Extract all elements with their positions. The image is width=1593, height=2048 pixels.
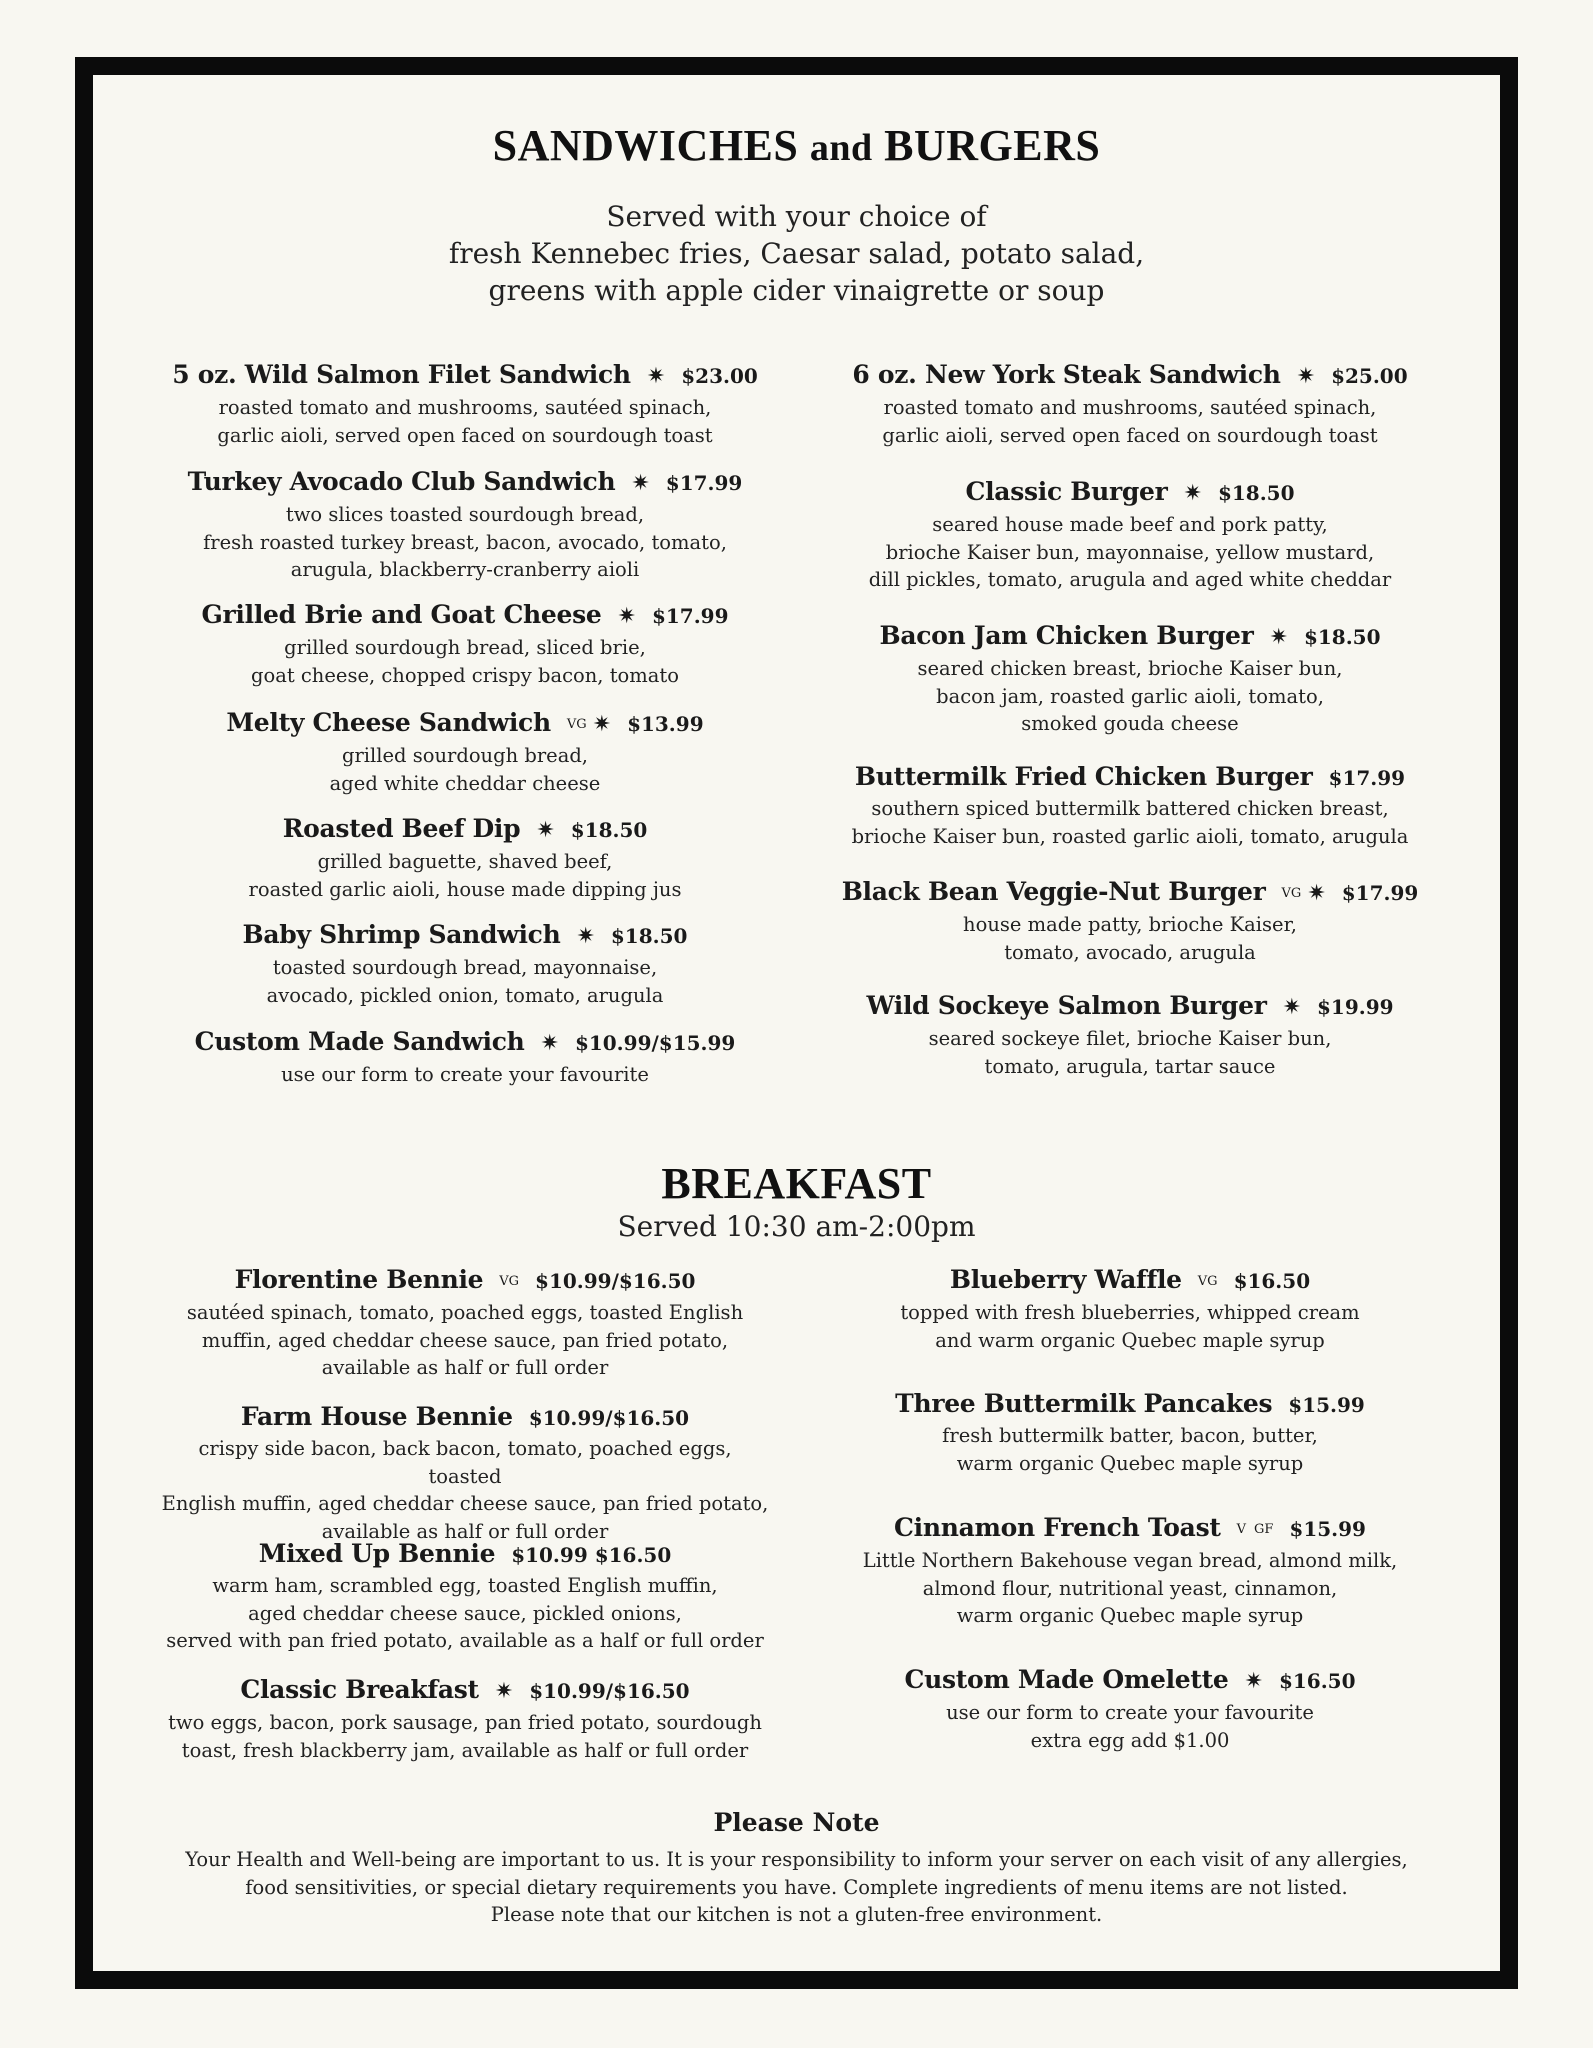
star-icon: ✷ [631, 471, 650, 496]
star-icon: ✷ [540, 1031, 559, 1056]
menu-item-name: Wild Sockeye Salmon Burger [866, 991, 1267, 1020]
dietary-tag: V [1236, 1522, 1246, 1537]
menu-item-name: Baby Shrimp Sandwich [242, 920, 561, 949]
description-line: avocado, pickled onion, tomato, arugula [266, 983, 664, 1007]
description-line: southern spiced buttermilk battered chicken breast, [871, 797, 1389, 820]
menu-item-price: $18.50 [610, 924, 688, 948]
description-line: topped with fresh blueberries, whipped cream [900, 1301, 1360, 1324]
menu-item-grilled-brie-and-goat-cheese [160, 598, 770, 689]
dietary-tag: VG [1281, 886, 1302, 901]
menu-item-description [160, 1435, 770, 1545]
menu-item-description [160, 394, 770, 449]
description-line: tomato, avocado, arugula [1004, 940, 1256, 964]
star-icon: ✷ [1244, 1669, 1263, 1694]
menu-item-description [825, 394, 1435, 449]
menu-item-name: Florentine Bennie [234, 1265, 484, 1294]
description-line: tomato, arugula, tartar sauce [984, 1054, 1276, 1078]
menu-item-buttermilk-fried-chicken-burger [825, 760, 1435, 850]
menu-item-header [825, 760, 1435, 795]
star-icon: ✷ [646, 364, 666, 389]
menu-item-description [825, 795, 1435, 850]
menu-item-description [825, 1025, 1435, 1080]
menu-item-header [825, 475, 1435, 511]
description-line: seared sockeye filet, brioche Kaiser bun, [928, 1027, 1332, 1050]
menu-item-description [160, 634, 770, 689]
description-line: muffin, aged cheddar cheese sauce, pan fried potato, [201, 1328, 729, 1352]
menu-item-price: $10.99/$16.50 [535, 1269, 696, 1293]
menu-item-cinnamon-french-toast [825, 1511, 1435, 1630]
menu-item-price: $16.50 [1233, 1269, 1311, 1293]
menu-item-description [825, 655, 1435, 738]
menu-item-price: $17.99 [1328, 766, 1406, 790]
menu-item-header [160, 812, 770, 848]
menu-item-classic-burger [825, 475, 1435, 594]
menu-item-name: Grilled Brie and Goat Cheese [201, 600, 602, 629]
description-line: warm organic Quebec maple syrup [956, 1604, 1304, 1627]
star-icon: ✷ [536, 818, 555, 843]
menu-item-name: Three Buttermilk Pancakes [895, 1389, 1273, 1418]
menu-item-mixed-up-bennie [160, 1537, 770, 1655]
description-line: house made patty, brioche Kaiser, [963, 913, 1297, 936]
menu-item-description [825, 1299, 1435, 1354]
dietary-tag: VG [499, 1274, 520, 1289]
dietary-tag: VG [566, 717, 587, 732]
star-icon: ✷ [1296, 364, 1316, 389]
menu-item-name: Custom Made Sandwich [194, 1027, 525, 1056]
menu-item-price: $15.99 [1289, 1517, 1366, 1541]
menu-item-header [160, 1673, 770, 1709]
menu-item-price: $10.99/$15.99 [574, 1031, 736, 1055]
star-icon: ✷ [576, 924, 595, 949]
description-line: garlic aioli, served open faced on sourdough toast [217, 423, 713, 447]
description-line: smoked gouda cheese [1021, 712, 1239, 735]
description-line: roasted garlic aioli, house made dipping jus [248, 877, 682, 901]
menu-item-name: Turkey Avocado Club Sandwich [187, 467, 616, 496]
star-icon: ✷ [494, 1679, 514, 1704]
description-line: arugula, blackberry-cranberry aioli [290, 558, 640, 581]
description-line: bacon jam, roasted garlic aioli, tomato, [936, 684, 1324, 708]
menu-item-price: $17.99 [1341, 881, 1419, 905]
description-line: Little Northern Bakehouse vegan bread, almond milk, [862, 1549, 1398, 1572]
description-line: grilled sourdough bread, sliced brie, [284, 636, 646, 659]
menu-item-description [825, 1547, 1435, 1630]
menu-item-custom-made-omelette [825, 1663, 1435, 1754]
description-line: roasted tomato and mushrooms, sautéed spinach, [883, 396, 1377, 419]
menu-item-header [825, 1263, 1435, 1299]
menu-item-name: Cinnamon French Toast [894, 1513, 1221, 1542]
description-line: available as half or full order [321, 1356, 609, 1379]
menu-item-price: $17.99 [651, 604, 729, 628]
description-line: seared chicken breast, brioche Kaiser bun, [917, 657, 1343, 680]
star-icon: ✷ [1269, 625, 1288, 650]
description-line: two slices toasted sourdough bread, [285, 503, 645, 526]
menu-item-description [160, 1299, 770, 1382]
description-line: use our form to create your favourite [946, 1701, 1314, 1724]
description-line: two eggs, bacon, pork sausage, pan fried potato, sourdough [168, 1711, 762, 1734]
menu-item-6-oz-new-york-steak-sandwich [825, 358, 1435, 449]
menu-item-header [825, 1511, 1435, 1547]
menu-item-header [160, 1025, 770, 1061]
menu-item-name: Mixed Up Bennie [258, 1539, 496, 1568]
menu-item-custom-made-sandwich [160, 1025, 770, 1089]
description-line: brioche Kaiser bun, mayonnaise, yellow mustard, [885, 540, 1375, 564]
menu-item-price: $18.50 [1303, 625, 1381, 649]
menu-item-price: $10.99 $16.50 [511, 1543, 672, 1567]
description-line: warm ham, scrambled egg, toasted English muffin, [212, 1574, 718, 1597]
description-line: sautéed spinach, tomato, poached eggs, toasted English [186, 1301, 744, 1324]
menu-item-header [160, 465, 770, 501]
menu-item-bacon-jam-chicken-burger [825, 619, 1435, 738]
star-icon: ✷ [617, 604, 636, 629]
description-line: English muffin, aged cheddar cheese sauce, pan fried potato, [161, 1492, 769, 1515]
menu-item-florentine-bennie [160, 1263, 770, 1382]
menu-item-description [825, 1699, 1435, 1754]
please-note-text: Your Health and Well-being are important to us. It is your responsibility to inform your server on each visit of any allergies, food sensitivities, or special dietary requirements you have. Complete ingredients of menu items are not listed. Please note that our kitchen is not a gluten-free environment. [185, 1848, 1408, 1926]
menu-item-description [160, 1709, 770, 1764]
menu-item-price: $23.00 [681, 364, 758, 388]
menu-item-header [160, 1400, 770, 1435]
menu-item-blueberry-waffle [825, 1263, 1435, 1354]
description-line: aged white cheddar cheese [329, 771, 601, 795]
menu-item-classic-breakfast [160, 1673, 770, 1764]
menu-item-name: Classic Breakfast [240, 1675, 479, 1704]
star-icon: ✷ [592, 712, 612, 737]
description-line: toasted sourdough bread, mayonnaise, [272, 956, 658, 979]
description-line: fresh roasted turkey breast, bacon, avocado, tomato, [203, 530, 727, 554]
menu-item-price: $19.99 [1317, 995, 1394, 1019]
menu-item-header [160, 1263, 770, 1299]
menu-item-5-oz-wild-salmon-filet-sandwich [160, 358, 770, 449]
menu-item-price: $18.50 [570, 818, 648, 842]
menu-item-roasted-beef-dip [160, 812, 770, 903]
menu-item-header [160, 358, 770, 394]
description-line: grilled sourdough bread, [341, 744, 589, 767]
menu-item-price: $10.99/$16.50 [529, 1679, 690, 1703]
menu-item-name: Bacon Jam Chicken Burger [879, 621, 1254, 650]
menu-item-description [160, 1572, 770, 1655]
menu-item-name: Black Bean Veggie-Nut Burger [841, 877, 1266, 906]
menu-item-turkey-avocado-club-sandwich [160, 465, 770, 584]
menu-item-melty-cheese-sandwich [160, 706, 770, 797]
description-line: available as half or full order [321, 1519, 609, 1543]
menu-item-name: Classic Burger [965, 477, 1168, 506]
description-line: seared house made beef and pork patty, [932, 513, 1328, 536]
menu-item-name: Custom Made Omelette [904, 1665, 1229, 1694]
breakfast-served-hours: Served 10:30 am-2:00pm [617, 1210, 976, 1243]
star-icon: ✷ [1307, 881, 1326, 906]
menu-item-description [160, 848, 770, 903]
description-line: roasted tomato and mushrooms, sautéed spinach, [218, 396, 712, 419]
menu-item-header [825, 619, 1435, 655]
menu-item-header [825, 1663, 1435, 1699]
menu-item-price: $13.99 [627, 712, 704, 736]
menu-item-price: $25.00 [1331, 364, 1408, 388]
sandwiches-title: SANDWICHES and BURGERS [492, 121, 1101, 170]
description-line: warm organic Quebec maple syrup [956, 1451, 1304, 1475]
menu-item-name: Buttermilk Fried Chicken Burger [854, 762, 1313, 791]
menu-item-header [160, 598, 770, 634]
menu-item-baby-shrimp-sandwich [160, 918, 770, 1009]
star-icon: ✷ [1282, 995, 1301, 1020]
description-line: extra egg add $1.00 [1030, 1728, 1230, 1752]
menu-item-name: Blueberry Waffle [949, 1265, 1182, 1294]
menu-item-price: $15.99 [1288, 1393, 1365, 1417]
description-line: dill pickles, tomato, arugula and aged white cheddar [868, 568, 1392, 591]
menu-item-name: Roasted Beef Dip [282, 814, 521, 843]
menu-item-header [160, 706, 770, 742]
dietary-tag: GF [1254, 1522, 1274, 1537]
menu-item-header [825, 1387, 1435, 1422]
description-line: aged cheddar cheese sauce, pickled onions, [248, 1601, 682, 1625]
menu-item-farm-house-bennie [160, 1400, 770, 1545]
description-line: grilled baguette, shaved beef, [317, 850, 613, 873]
menu-item-header [825, 989, 1435, 1025]
menu-item-description [160, 954, 770, 1009]
description-line: use our form to create your favourite [281, 1063, 649, 1086]
menu-item-name: 6 oz. New York Steak Sandwich [852, 360, 1281, 389]
menu-item-price: $16.50 [1278, 1669, 1356, 1693]
menu-item-description [825, 1422, 1435, 1477]
menu-item-description [825, 511, 1435, 594]
menu-item-header [160, 1537, 770, 1572]
description-line: brioche Kaiser bun, roasted garlic aioli, tomato, arugula [851, 824, 1409, 848]
menu-item-description [160, 742, 770, 797]
menu-item-black-bean-veggie-nut-burger [825, 875, 1435, 966]
description-line: crispy side bacon, back bacon, tomato, poached eggs, toasted [198, 1437, 732, 1488]
menu-item-header [825, 875, 1435, 911]
menu-item-wild-sockeye-salmon-burger [825, 989, 1435, 1080]
dietary-tag: VG [1197, 1274, 1218, 1289]
description-line: fresh buttermilk batter, bacon, butter, [942, 1424, 1318, 1447]
menu-item-description [825, 911, 1435, 966]
description-line: toast, fresh blackberry jam, available as half or full order [181, 1738, 749, 1762]
menu-item-description [160, 1061, 770, 1089]
sandwiches-served-with: Served with your choice of fresh Kennebec fries, Caesar salad, potato salad, greens with apple cider vinaigrette or soup [448, 200, 1145, 307]
description-line: almond flour, nutritional yeast, cinnamon, [922, 1576, 1338, 1600]
description-line: garlic aioli, served open faced on sourdough toast [882, 423, 1378, 447]
menu-item-name: Melty Cheese Sandwich [226, 708, 551, 737]
menu-item-description [160, 501, 770, 584]
menu-item-price: $10.99/$16.50 [528, 1406, 690, 1430]
description-line: served with pan fried potato, available as a half or full order [166, 1629, 764, 1652]
menu-item-price: $18.50 [1217, 481, 1295, 505]
menu-item-three-buttermilk-pancakes [825, 1387, 1435, 1477]
menu-item-price: $17.99 [665, 471, 743, 495]
description-line: and warm organic Quebec maple syrup [935, 1328, 1325, 1352]
breakfast-title: BREAKFAST [661, 1159, 932, 1208]
please-note-title: Please Note [713, 1808, 880, 1837]
menu-item-name: 5 oz. Wild Salmon Filet Sandwich [172, 360, 631, 389]
menu-item-header [160, 918, 770, 954]
menu-item-header [825, 358, 1435, 394]
menu-item-name: Farm House Bennie [240, 1402, 513, 1431]
description-line: goat cheese, chopped crispy bacon, tomato [251, 663, 679, 687]
star-icon: ✷ [1183, 481, 1202, 506]
